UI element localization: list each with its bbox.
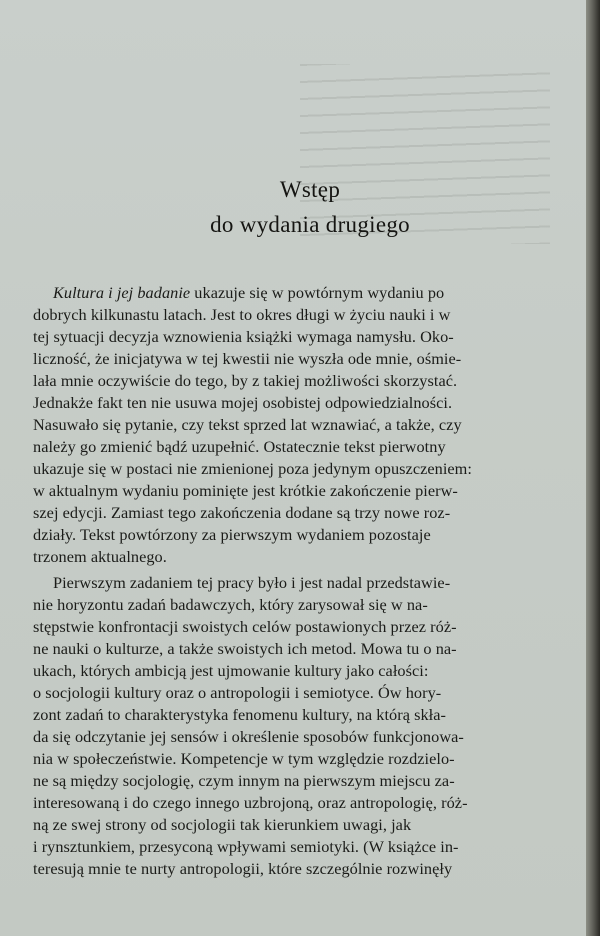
paragraph-1-line-11: szej edycji. Zamiast tego zakończenia dodane są trzy nowe roz- [33, 503, 451, 522]
page-edge-shadow [586, 0, 600, 936]
paragraph-2-line-8: da się odczytanie jej sensów i określenie sposobów funkcjonowa- [33, 727, 464, 746]
heading-line-2: do wydania drugiego [210, 212, 410, 237]
paragraph-2-line-1: Pierwszym zadaniem tej pracy było i jest nadal przedstawie- [53, 573, 451, 592]
paragraph-1-line-6: Jednakże fakt ten nie usuwa mojej osobistej odpowiedzialności. [33, 393, 453, 412]
paragraph-1-line-4: liczność, że inicjatywa w tej kwestii nie wyszła ode mnie, ośmie- [33, 349, 462, 368]
paragraph-1-line-7: Nasuwało się pytanie, czy tekst sprzed lat wznawiać, a także, czy [33, 415, 462, 434]
paragraph-2-line-2: nie horyzontu zadań badawczych, który zarysował się w na- [33, 595, 428, 614]
paragraph-2-line-7: zont zadań to charakterystyka fenomenu kultury, na którą skła- [33, 705, 446, 724]
book-title: Kultura i jej badanie [53, 283, 191, 302]
paragraph-1-line-2: dobrych kilkunastu latach. Jest to okres długi w życiu nauki i w [33, 305, 451, 324]
paragraph-2-line-4: ne nauki o kulturze, a także swoistych ich metod. Mowa tu o na- [33, 639, 457, 658]
paragraph-2-line-12: ną ze swej strony od socjologii tak kierunkiem uwagi, jak [33, 815, 412, 834]
paragraph-1-line-5: lała mnie oczywiście do tego, by z takiej możliwości skorzystać. [33, 371, 458, 390]
paragraph-1-line-9: ukazuje się w postaci nie zmienionej poza jedynym opuszczeniem: [33, 459, 472, 478]
paragraph-1-line-12: działy. Tekst powtórzony za pierwszym wydaniem pozostaje [33, 525, 431, 544]
paragraph-1-line-8: należy go zmienić bądź uzupełnić. Ostatecznie tekst pierwotny [33, 437, 446, 456]
paragraph-2-line-9: nia w społeczeństwie. Kompetencje w tym względzie rozdzielo- [33, 749, 455, 768]
paragraph-1-line-3: tej sytuacji decyzja wznowienia książki wymaga namysłu. Oko- [33, 327, 454, 346]
paragraph-2-line-5: ukach, których ambicją jest ujmowanie kultury jako całości: [33, 661, 429, 680]
paragraph-2-line-10: ne są między socjologię, czym innym na pierwszym miejscu za- [33, 771, 455, 790]
heading-line-1: Wstęp [279, 177, 341, 202]
paragraph-2-line-13: i rynsztunkiem, przesyconą wpływami semiotyki. (W książce in- [33, 837, 459, 856]
paragraph-2-line-6: o socjologii kultury oraz o antropologii i semiotyce. Ów hory- [33, 683, 442, 702]
paragraph-2-line-3: stępstwie konfrontacji swoistych celów postawionych przez róż- [33, 617, 457, 636]
paragraph-1-line-13: trzonem aktualnego. [33, 547, 167, 566]
paragraph-2-line-14: teresują mnie te nurty antropologii, które szczególnie rozwinęły [33, 859, 453, 878]
paragraph-2-line-11: interesowaną i do czego innego uzbrojoną, oraz antropologię, róż- [33, 793, 468, 812]
paragraph-1-line-10: w aktualnym wydaniu pominięte jest krótkie zakończenie pierw- [33, 481, 458, 500]
paragraph-1-line-1 [53, 283, 444, 303]
line-1-rest: ukazuje się w powtórnym wydaniu po [190, 283, 445, 302]
